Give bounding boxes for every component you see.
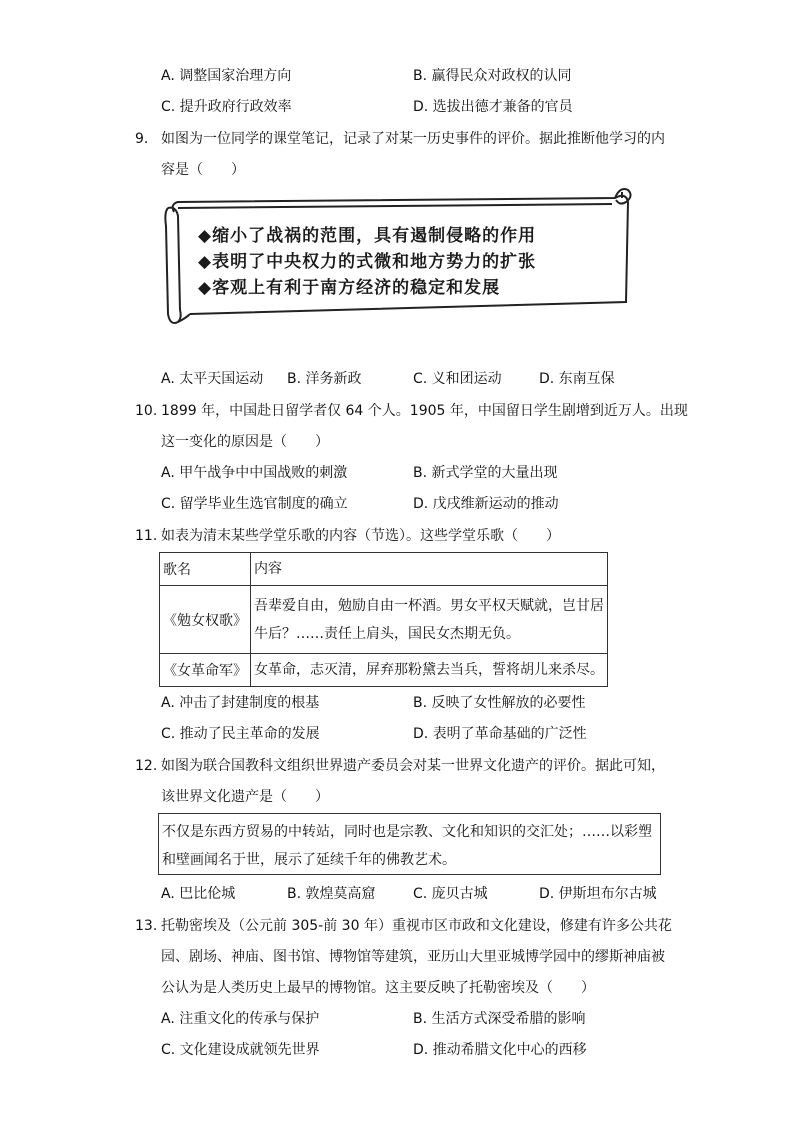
q8-option-c: C. 提升政府行政效率: [161, 99, 292, 115]
q9-option-b: B. 洋务新政: [287, 371, 362, 387]
table-header-name: 歌名: [160, 553, 251, 586]
q12-option-a: A. 巴比伦城: [161, 886, 236, 902]
q11-option-b: B. 反映了女性解放的必要性: [413, 695, 586, 711]
q11-option-c: C. 推动了民主革命的发展: [161, 726, 320, 742]
table-cell-song-content: 吾辈爱自由，勉励自由一杯酒。男女平权天赋就，岂甘居牛后？……责任上肩头，国民女杰期无负。: [251, 586, 608, 654]
q13-stem-line2: 园、剧场、神庙、图书馆、博物馆等建筑，亚历山大里亚城博学园中的缪斯神庙被: [161, 949, 665, 965]
q13-option-a: A. 注重文化的传承与保护: [161, 1011, 320, 1027]
q9-number: 9.: [135, 131, 149, 147]
q9-option-c: C. 义和团运动: [413, 371, 502, 387]
q12-stem-line1: 如图为联合国教科文组织世界遗产委员会对某一世界文化遗产的评价。据此可知，: [161, 758, 665, 774]
table-cell-song-content: 女革命，志灭清，屏弃那粉黛去当兵，誓将胡儿来杀尽。: [251, 654, 608, 687]
q12-stem-line2: 该世界文化遗产是（ ）: [161, 789, 329, 805]
q8-option-b: B. 赢得民众对政权的认同: [413, 68, 572, 84]
table-cell-song-name: 《勉女权歌》: [160, 586, 251, 654]
q10-option-d: D. 戊戌维新运动的推动: [413, 496, 559, 512]
q13-option-c: C. 文化建设成就领先世界: [161, 1042, 320, 1058]
heritage-quote-box: 不仅是东西方贸易的中转站，同时也是宗教、文化和知识的交汇处；……以彩塑和壁画闻名于世，展示了延续千年的佛教艺术。: [158, 813, 661, 875]
q10-option-c: C. 留学毕业生选官制度的确立: [161, 496, 348, 512]
scroll-line-3: ◆客观上有利于南方经济的稳定和发展: [198, 278, 501, 298]
q12-number: 12.: [135, 758, 158, 774]
q13-stem-line1: 托勒密埃及（公元前 305-前 30 年）重视市区市政和文化建设，修建有许多公共花: [161, 918, 672, 934]
table-row: [160, 654, 608, 687]
q9-stem-line1: 如图为一位同学的课堂笔记，记录了对某一历史事件的评价。据此推断他学习的内: [161, 131, 665, 147]
q9-stem-line2: 容是（ ）: [161, 162, 245, 178]
table-cell-song-name: 《女革命军》: [160, 654, 251, 687]
scroll-line-1: ◆缩小了战祸的范围，具有遏制侵略的作用: [198, 226, 537, 246]
song-table: [159, 552, 608, 687]
scroll-line-2: ◆表明了中央权力的式微和地方势力的扩张: [198, 252, 537, 272]
q8-option-d: D. 选拔出德才兼备的官员: [413, 99, 573, 115]
q13-option-b: B. 生活方式深受希腊的影响: [413, 1011, 586, 1027]
table-header-row: [160, 553, 608, 586]
q11-stem-line1: 如表为清末某些学堂乐歌的内容（节选）。这些学堂乐歌（ ）: [161, 528, 560, 544]
q10-option-a: A. 甲午战争中中国战败的刺激: [161, 465, 348, 481]
table-row: [160, 586, 608, 654]
q11-number: 11.: [135, 528, 158, 544]
q12-option-c: C. 庞贝古城: [413, 886, 488, 902]
q10-option-b: B. 新式学堂的大量出现: [413, 465, 558, 481]
q9-option-a: A. 太平天国运动: [161, 371, 264, 387]
table-header-content: 内容: [251, 553, 608, 586]
q12-option-b: B. 敦煌莫高窟: [287, 886, 376, 902]
q10-stem-line1: 1899 年，中国赴日留学者仅 64 个人。1905 年，中国留日学生剧增到近万人。出现: [161, 403, 688, 419]
q13-stem-line3: 公认为是人类历史上最早的博物馆。这主要反映了托勒密埃及（ ）: [161, 980, 595, 996]
q11-option-d: D. 表明了革命基础的广泛性: [413, 726, 587, 742]
q10-number: 10.: [135, 403, 158, 419]
q13-option-d: D. 推动希腊文化中心的西移: [413, 1042, 587, 1058]
q9-option-d: D. 东南互保: [539, 371, 615, 387]
q13-number: 13.: [135, 918, 158, 934]
q8-option-a: A. 调整国家治理方向: [161, 68, 292, 84]
q12-option-d: D. 伊斯坦布尔古城: [539, 886, 657, 902]
q11-option-a: A. 冲击了封建制度的根基: [161, 695, 320, 711]
q10-stem-line2: 这一变化的原因是（ ）: [161, 434, 329, 450]
